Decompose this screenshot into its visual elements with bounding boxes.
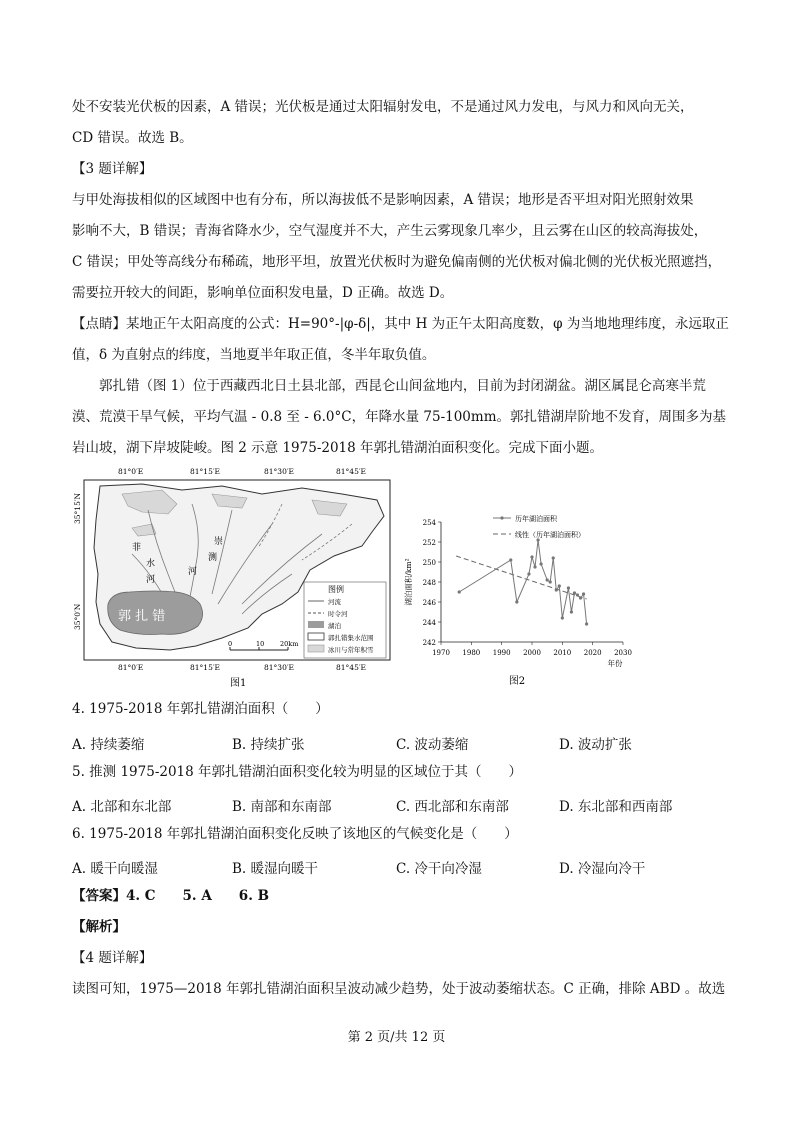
y-tick-label: 252 xyxy=(422,539,436,547)
legend-lake-swatch xyxy=(308,621,324,628)
data-point xyxy=(570,610,573,613)
page-footer: 第 2 页/共 12 页 xyxy=(347,1030,446,1045)
y-tick-label: 248 xyxy=(422,579,436,587)
paragraph-line: 岩山坡，湖下岸坡陡峻。图 2 示意 1975-2018 年郭扎错湖泊面积变化。完成下面小题。 xyxy=(72,440,604,456)
option-d[interactable]: D. 冷湿向冷干 xyxy=(559,861,646,877)
question-stem: 4. 1975-2018 年郭扎错湖泊面积（ ） xyxy=(72,701,329,717)
data-point xyxy=(555,588,558,591)
data-point xyxy=(558,584,561,587)
option-b[interactable]: B. 持续扩张 xyxy=(232,737,305,753)
option-b[interactable]: B. 暖湿向暖干 xyxy=(232,861,319,877)
option-a[interactable]: A. 持续萎缩 xyxy=(72,737,145,753)
y-tick-label: 242 xyxy=(422,639,436,647)
data-point xyxy=(576,593,579,596)
data-point xyxy=(509,558,512,561)
legend-item: 湖泊 xyxy=(328,622,341,630)
paragraph-line: 影响不大，B 错误；青海省降水少，空气湿度并不大，产生云雾现象几率少，且云雾在山区的较高海拔处， xyxy=(72,223,708,239)
figure-caption: 图2 xyxy=(508,676,526,687)
analysis-heading: 【解析】 xyxy=(72,919,126,935)
paragraph-line: 值，δ 为直射点的纬度，当地夏半年取正值，冬半年取负值。 xyxy=(72,347,436,363)
river-label: 测 xyxy=(208,553,218,563)
lat-label: 35°0′N xyxy=(73,603,82,630)
data-point xyxy=(567,586,570,589)
data-point xyxy=(533,565,536,568)
tip-line: 【点睛】某地正午太阳高度的公式：H=90°-|φ-δ|，其中 H 为正午太阳高度数，φ 为当地地理纬度，永远取正 xyxy=(72,316,729,332)
legend-title: 图例 xyxy=(328,585,344,594)
scale-label: 0 xyxy=(228,640,233,648)
option-c[interactable]: C. 西北部和东南部 xyxy=(396,799,509,815)
river-label: 水 xyxy=(146,559,156,569)
y-tick-label: 246 xyxy=(422,599,436,607)
x-tick-label: 2000 xyxy=(523,649,541,657)
question-stem: 6. 1975-2018 年郭扎错湖泊面积变化反映了该地区的气候变化是（ ） xyxy=(72,826,518,842)
paragraph-line: C 错误；甲处等高线分布稀疏，地形平坦，放置光伏板时为避免偏南侧的光伏板对偏北侧的光伏板光照遮挡， xyxy=(72,254,722,270)
data-point xyxy=(585,622,588,625)
lat-label: 35°15′N xyxy=(73,492,82,524)
question-options xyxy=(72,850,732,881)
x-tick-label: 2030 xyxy=(614,649,632,657)
question-options xyxy=(72,788,732,819)
figure-2-chart xyxy=(395,500,640,690)
river-label: 河 xyxy=(188,567,198,577)
section-heading: 【4 题详解】 xyxy=(72,950,153,966)
data-point xyxy=(515,600,518,603)
paragraph-line: 郭扎错（图 1）位于西藏西北日土县北部，西昆仑山间盆地内，目前为封闭湖盆。湖区属昆仑高寒半荒 xyxy=(99,378,706,394)
lon-label: 81°30′E xyxy=(264,467,295,476)
river-label: 河 xyxy=(146,575,156,585)
section-heading: 【3 题详解】 xyxy=(72,161,153,177)
paragraph-line: 读图可知，1975—2018 年郭扎错湖泊面积呈波动减少趋势，处于波动萎缩状态。C 正确，排除 ABD 。故选 xyxy=(72,981,726,997)
data-point xyxy=(458,590,461,593)
lake-label: 郭 扎 错 xyxy=(118,609,166,624)
figure-1-map xyxy=(72,464,412,694)
data-point xyxy=(579,596,582,599)
x-tick-label: 1980 xyxy=(462,649,481,657)
data-point xyxy=(561,616,564,619)
legend-catchment-swatch xyxy=(308,633,324,640)
scale-label: 10 xyxy=(256,640,265,648)
legend-label: 历年湖泊面积 xyxy=(515,515,557,523)
data-point xyxy=(573,591,576,594)
data-point xyxy=(540,562,543,565)
lon-label: 81°45′E xyxy=(336,663,367,672)
data-point xyxy=(546,578,549,581)
legend-item: 郭扎错集水范围 xyxy=(328,634,374,642)
data-point xyxy=(582,592,585,595)
river-label: 崇 xyxy=(214,537,224,547)
y-tick-label: 244 xyxy=(422,619,436,627)
x-tick-label: 1970 xyxy=(432,649,450,657)
legend-glacier-swatch xyxy=(308,645,324,652)
y-axis-label: 湖泊面积/km² xyxy=(404,558,413,606)
paragraph-line: 与甲处海拔相似的区域图中也有分布，所以海拔低不是影响因素，A 错误；地形是否平坦对阳光照射效果 xyxy=(72,192,694,208)
option-a[interactable]: A. 暖干向暖湿 xyxy=(72,861,158,877)
lon-label: 81°30′E xyxy=(264,663,295,672)
data-point xyxy=(530,555,533,558)
y-tick-label: 250 xyxy=(422,559,436,567)
question-options xyxy=(72,726,732,757)
legend-item: 河流 xyxy=(328,598,341,606)
scale-label: 20km xyxy=(280,640,299,648)
paragraph-line: 处不安装光伏板的因素，A 错误；光伏板是通过太阳辐射发电，不是通过风力发电，与风力和风向无关， xyxy=(72,99,694,115)
legend-item: 冰川与常年积雪 xyxy=(328,646,374,654)
paragraph-line: 需要拉开较大的间距，影响单位面积发电量，D 正确。故选 D。 xyxy=(72,285,454,301)
lon-label: 81°45′E xyxy=(336,467,367,476)
option-a[interactable]: A. 北部和东北部 xyxy=(72,799,172,815)
legend-label: 线性（历年湖泊面积） xyxy=(515,531,585,539)
figure-caption: 图1 xyxy=(230,678,247,689)
data-point xyxy=(549,580,552,583)
area-series-line xyxy=(459,540,586,624)
lon-label: 81°0′E xyxy=(118,663,144,672)
lon-label: 81°15′E xyxy=(190,467,221,476)
lon-label: 81°15′E xyxy=(190,663,221,672)
legend-series-marker xyxy=(500,516,503,519)
paragraph-line: CD 错误。故选 B。 xyxy=(72,130,193,146)
question-stem: 5. 推测 1975-2018 年郭扎错湖泊面积变化较为明显的区域位于其（ ） xyxy=(72,764,523,780)
option-c[interactable]: C. 冷干向冷湿 xyxy=(396,861,482,877)
data-point xyxy=(552,556,555,559)
x-tick-label: 2010 xyxy=(553,649,572,657)
river-label: 菲 xyxy=(132,543,142,553)
paragraph-line: 漠、荒漠干旱气候，平均气温 - 0.8 至 - 6.0°C，年降水量 75-100mm。郭扎错湖岸阶地不发育，周围多为基 xyxy=(72,409,726,425)
option-d[interactable]: D. 东北部和西南部 xyxy=(559,799,673,815)
x-tick-label: 1990 xyxy=(492,649,511,657)
lon-label: 81°0′E xyxy=(118,467,144,476)
data-point xyxy=(527,572,530,575)
y-tick-label: 254 xyxy=(422,519,436,527)
x-axis-label: 年份 xyxy=(607,659,623,668)
option-c[interactable]: C. 波动萎缩 xyxy=(396,737,469,753)
answer-line: 【答案】4. C 5. A 6. B xyxy=(72,888,270,904)
legend-item: 时令河 xyxy=(328,610,348,618)
option-b[interactable]: B. 南部和东南部 xyxy=(232,799,332,815)
x-tick-label: 2020 xyxy=(583,649,602,657)
option-d[interactable]: D. 波动扩张 xyxy=(559,737,632,753)
